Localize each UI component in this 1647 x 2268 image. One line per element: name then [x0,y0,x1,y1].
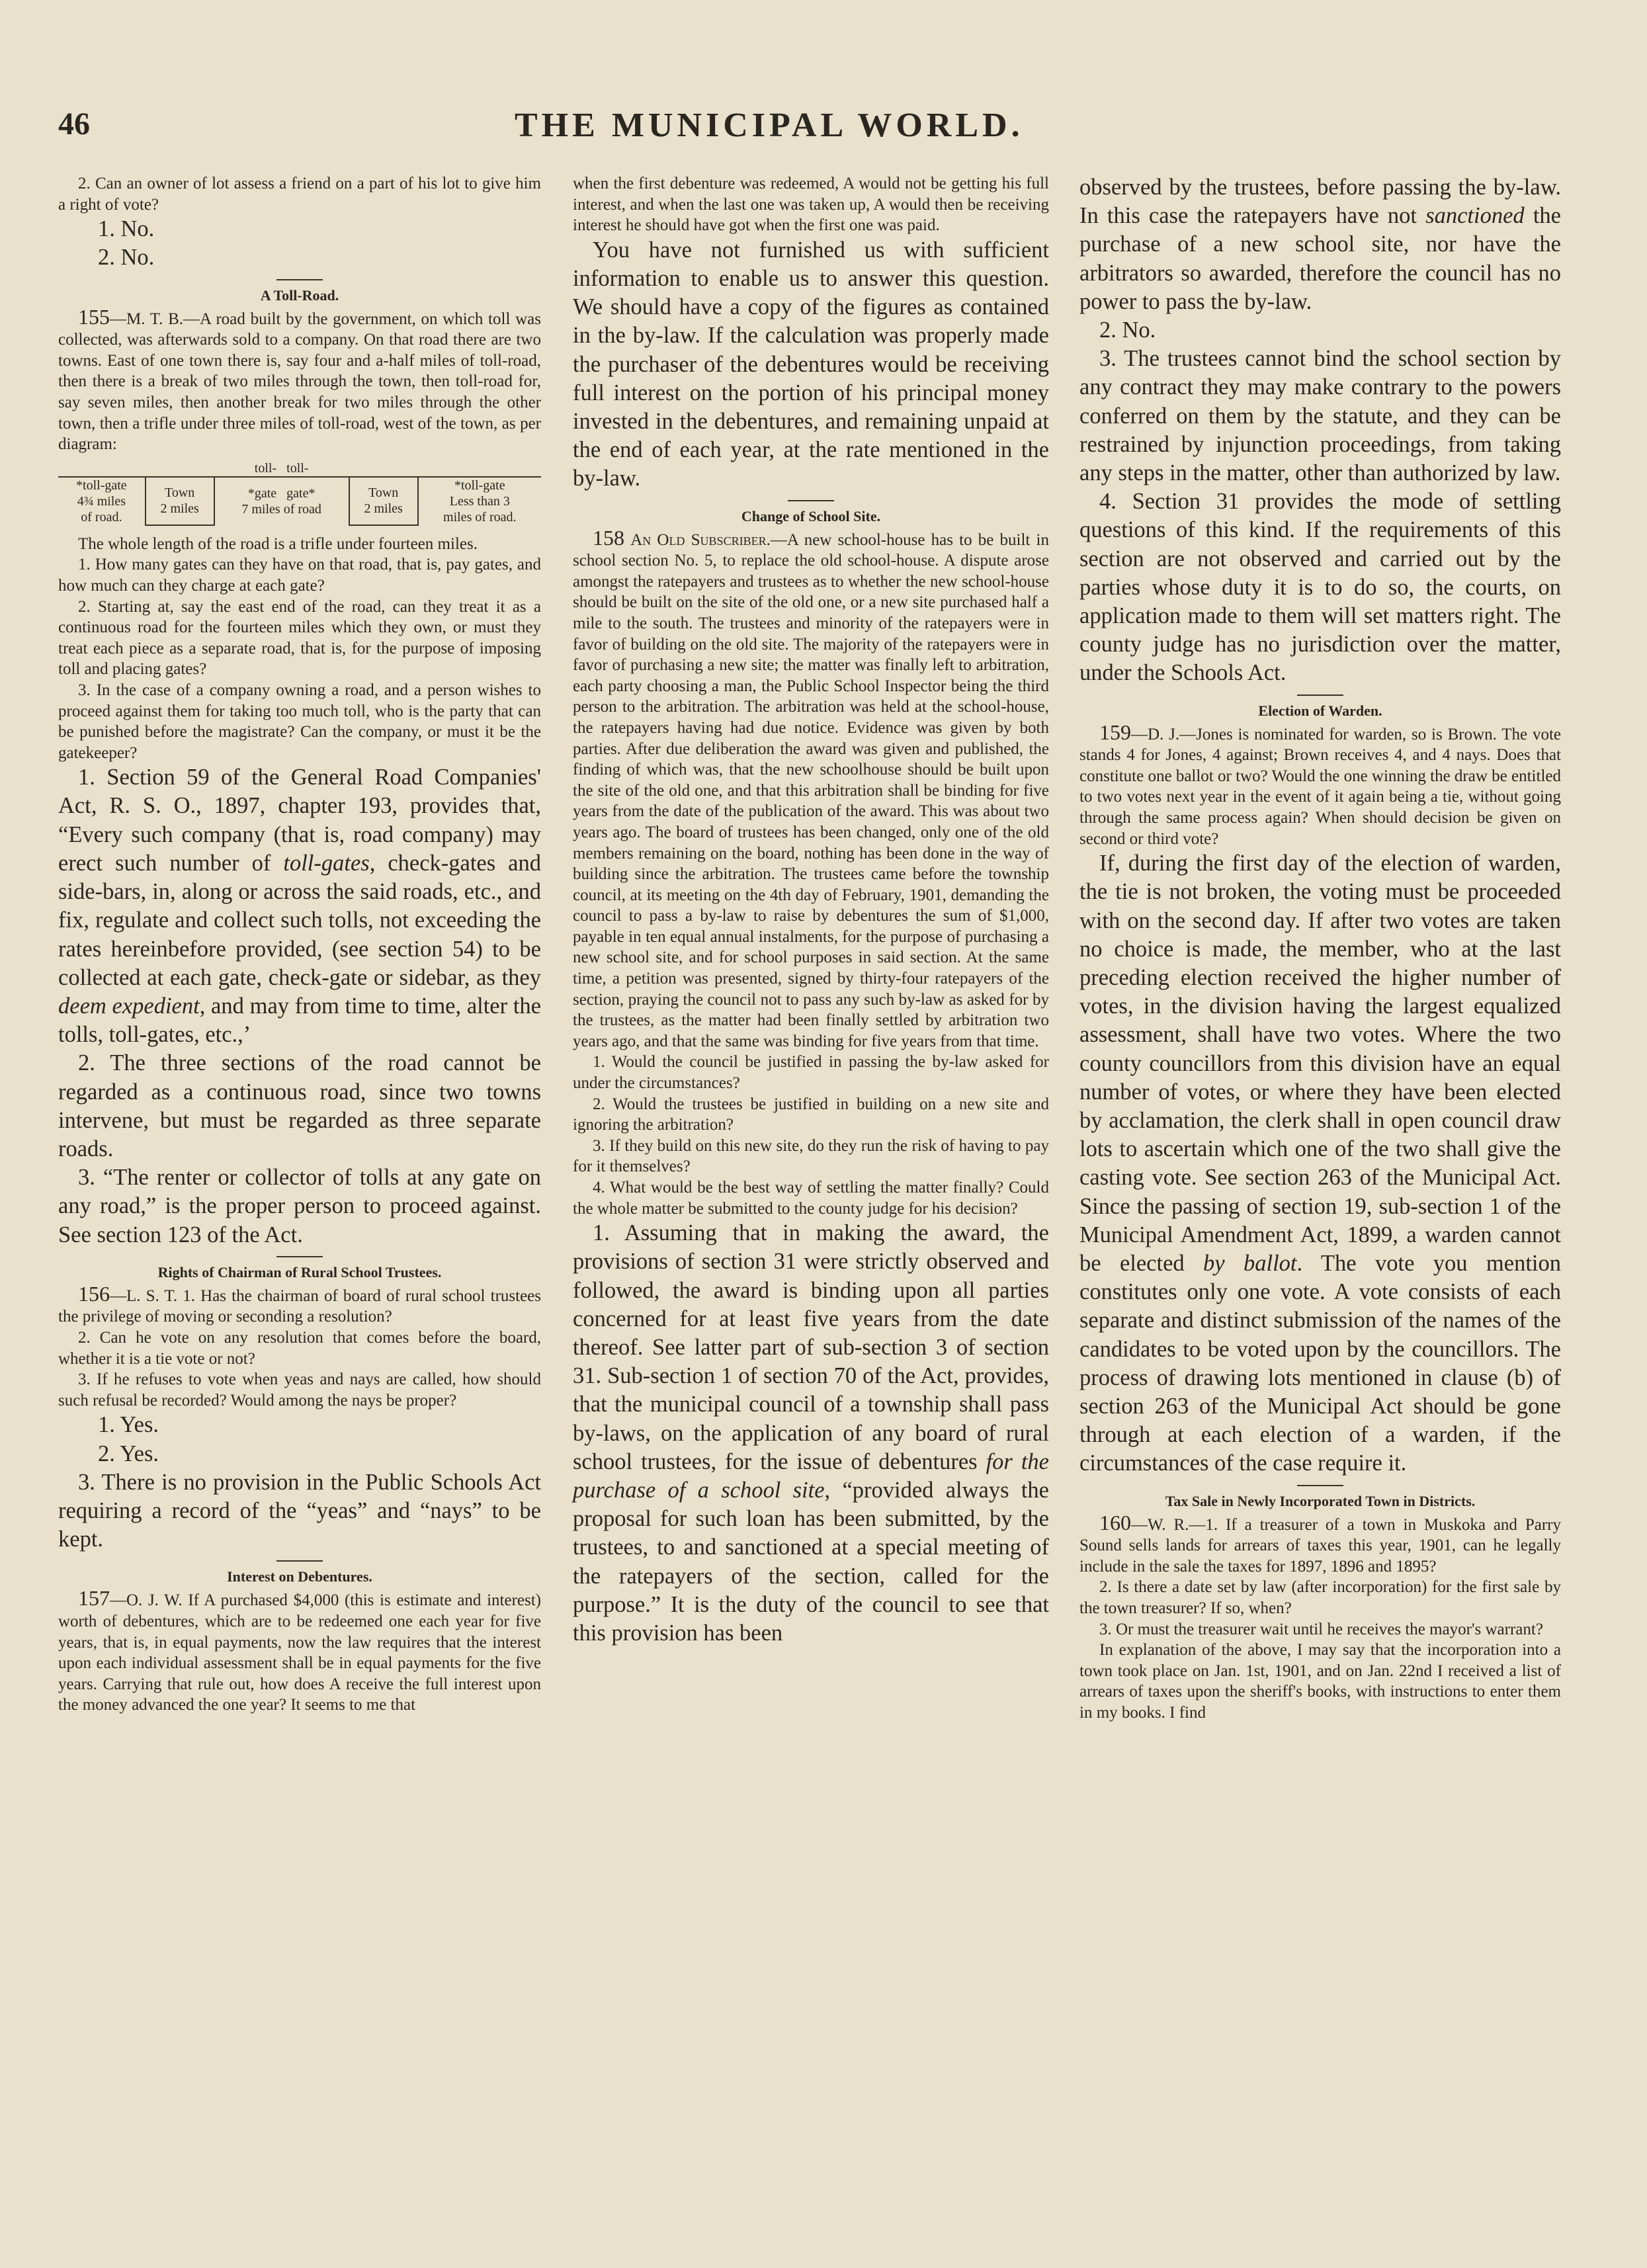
column-middle [573,173,1049,1648]
divider [788,500,834,501]
question: 1. How many gates can they have on that road, that is, pay gates, and how much can they charge at each gate? [58,556,541,595]
answer: If, during the first day of the election of warden, the tie is not broken, the voting must be proceeded with on the second day. If after two votes are taken no choice is made, the member, who at the last preceding election received the higher number of votes, in the division having the largest equalized assessment, shall have two votes. Where the two county councillors from this division have an equal number of votes, or where they have been elected by acclamation, the clerk shall in open council draw lots to ascertain which one of the two shall give the casting vote. See section 263 of the Municipal Act. Since the passing of section 19, sub-section 1 of the Municipal Amendment Act, 1899, a warden cannot be elected by ballot. The vote you mention constitutes only one vote. A vote consists of each separate and distinct submission of the names of the candidates to be voted upon by the councillors. The process of drawing lots mentioned in clause (b) of section 263 of the Municipal Act should be gone through at each election of a warden, if the circumstances of the case require it. [1079,851,1562,1476]
question: 157—O. J. W. If A purchased $4,000 (this is estimate and interest) worth of debentures, which are to be redeemed one each year for five years, that is, in equal payments, now the law requires that the interest upon each individual assessment shall be in equal payments for the five years. Carrying that rule out, how does A receive the full interest upon the money advanced the one year? It seems to me that [58,1586,541,1714]
section-heading: A Toll-Road. [260,286,339,304]
divider [276,279,323,280]
question-number: 160 [1099,1510,1131,1534]
question: 3. If he refuses to vote when yeas and nays are called, how should such refusal be recorded? Would among the nays be proper? [58,1370,541,1409]
diagram-label: toll- toll- [254,460,309,476]
question: 1. Would the council be justified in passing the by-law asked for under the circumstances? [573,1053,1049,1093]
question: 2. Is there a date set by law (after incorporation) for the first sale by the town treasurer? If so, when? [1079,1578,1561,1618]
question-number: 155 [78,304,110,329]
question: 158 An Old Subscriber.—A new school-house has to be built in school section No. 5, to replace the old school-house. A dispute arose amongst the ratepayers and trustees as to whether the new school-house should be built on the site of the old one, or a new site purchased half a mile to the south. The trustees and minority of the ratepayers were in favor of building on the old site. The majority of the ratepayers were in favor of purchasing a new site; the matter was finally left to arbitration, each party choosing a man, the Public School Inspector being the third person to the arbitration. The arbitration was held at the school-house, the ratepayers having had due notice. Evidence was given by both parties. After due deliberation the award was given and published, the finding of which was, that the new schoolhouse should be built upon the site of the old one, and that this arbitration shall be binding for five years from the date of the publication of the award. This was about two years ago. The board of trustees has been changed, only one of the old members remaining on the board, nothing has been done in the way of building since the arbitration. The trustees came before the township council, at its meeting on the 4th day of February, 1901, demanding the council to pass a by-law to raise by debentures the sum of $1,000, payable in ten equal annual instalments, for the purpose of purchasing a new school site, and for school purposes in said section. At the same time, a petition was presented, signed by thirty-four ratepayers of the section, praying the council not to pass any such by-law as asked for by the trustees, as the matter had been finally settled by arbitration two years ago, and that the same was binding for five years from that time. [573,525,1049,1050]
diagram-cell: *toll-gate 4¾ miles of road. [76,478,127,525]
paragraph: In explanation of the above, I may say that the incorporation into a town took place on Jan. 1st, 1901, and on Jan. 22nd I received a list of arrears of taxes upon the sheriff's books, with instructions to enter them in my books. I find [1079,1641,1561,1722]
answer: 2. Yes. [98,1441,159,1466]
answer: 1. No. [98,216,155,242]
answer: 1. Section 59 of the General Road Companies' Act, R. S. O., 1897, chapter 193, provides that, “Every such company (that is, road company) may erect such number of toll-gates, check-gates and side-bars, in, along or across the said roads, etc., and fix, regulate and collect such tolls, not exceeding the rates hereinbefore provided, (see section 54) to be collected at each gate, check-gate or sidebar, as they deem expedient, and may from time to time, alter the tolls, toll-gates, etc.,’ [58,765,541,1048]
diagram-cell: *gate gate* 7 miles of road [241,485,321,517]
divider [1297,1485,1343,1486]
section-heading: Election of Warden. [1258,702,1382,719]
question-number: 156 [78,1281,110,1306]
answer: 1. Assuming that in making the award, the provisions of section 31 were strictly observed and followed, the award is binding upon all parties concerned for at least five years from the date thereof. See latter part of sub-section 3 of section 31. Sub-section 1 of section 70 of the Act, provides, that the municipal council of a township shall pass by-laws, on the application of any board of rural school trustees, for the issue of debentures for the purchase of a school site, “provided always the proposal for such loan has been submitted, by the trustees, to and sanctioned at a special meeting of the ratepayers of the section, called for the purpose.” It is the duty of the council to see that this provision has been [573,1220,1049,1646]
answer: 2. No. [1099,317,1156,343]
section-heading: Rights of Chairman of Rural School Trustees. [157,1263,442,1281]
question: 2. Would the trustees be justified in building on a new site and ignoring the arbitration? [573,1095,1049,1134]
section-heading: Change of School Site. [741,507,881,525]
answer: 1. Yes. [98,1412,159,1438]
page-header [58,106,1580,152]
question-text: —M. T. B.—A road built by the government, on which toll was collected, was afterwards sold to a company. On that road there are two towns. East of one town there is, say four and a-half miles of toll-road, then there is a break of two miles through the town, then toll-road for, say seven miles, then another break for two miles through the other town, then a trifle under three miles of toll-road, west of the town, as per diagram: [58,310,541,454]
answer: 2. No. [98,245,155,271]
column-left [58,173,541,1716]
question: 2. Starting at, say the east end of the road, can they treat it as a continuous road for the fourteen miles which they own, or must they treat each piece as a separate road, that is, for the purpose of imposing toll and placing gates? [58,597,541,679]
diagram-town-box: Town 2 miles [349,477,418,525]
question: 156—L. S. T. 1. Has the chairman of board of rural school trustees the privilege of moving or seconding a resolution? [58,1281,541,1326]
answer: 2. The three sections of the road cannot be regarded as a continuous road, since two towns intervene, but must be regarded as three separate roads. [58,1050,541,1161]
question [58,304,541,455]
section-heading: Interest on Debentures. [227,1568,372,1585]
question: 159—D. J.—Jones is nominated for warden, so is Brown. The vote stands 4 for Jones, 4 against; Brown receives 4, and 4 nays. Does that constitute one ballot or two? Would the one winning the draw be entitled to two votes next year in the event of it again being a tie, without going through the same process again? When should decision be given on second or third vote? [1079,720,1561,848]
divider [276,1560,323,1562]
answer: observed by the trustees, before passing the by-law. In this case the ratepayers have not sanctioned the purchase of a new school site, nor have the arbitrators so awarded, therefore the council has no power to pass the by-law. [1079,175,1561,314]
paragraph: The whole length of the road is a trifle under fourteen miles. [78,534,478,553]
column-right [1079,173,1561,1724]
publication-title: THE MUNICIPAL WORLD. [515,106,1024,144]
question: 160—W. R.—1. If a treasurer of a town in Muskoka and Parry Sound sells lands for arrears of taxes this year, 1901, can he legally include in the sale the taxes for 1897, 1896 and 1895? [1079,1510,1561,1575]
divider [276,1256,323,1257]
question: 4. What would be the best way of settling the matter finally? Could the whole matter be submitted to the county judge for his decision? [573,1179,1049,1218]
question-number: 158 [593,525,624,550]
question: 2. Can he vote on any resolution that comes before the board, whether it is a tie vote or not? [58,1328,541,1368]
diagram-cell: *toll-gate Less than 3 miles of road. [443,478,517,525]
answer: You have not furnished us with sufficient information to enable us to answer this question. We should have a copy of the figures as contained in the by-law. If the calculation was properly made the purchaser of the debentures would be receiving full interest on the portion of his principal money invested in the debentures, and remaining unpaid at the end of each year, at the rate mentioned in the by-law. [573,237,1049,491]
question-number: 159 [1099,720,1131,744]
paragraph: when the first debenture was redeemed, A would not be getting his full interest, and when the last one was taken up, A would then be receiving interest he should have got when the first one was paid. [573,175,1049,235]
paragraph: 2. Can an owner of lot assess a friend on a part of his lot to give him a right of vote? [58,175,541,214]
diagram-town-box: Town 2 miles [146,477,214,525]
question: 3. If they build on this new site, do they run the risk of having to pay for it themselves? [573,1136,1049,1176]
question: 3. In the case of a company owning a road, and a person wishes to proceed against them for taking too much toll, who is the party that can be punished before the magistrate? Can the company, or must it be the gatekeeper? [58,681,541,762]
answer: 3. The trustees cannot bind the school section by any contract they may make contrary to the powers conferred on them by the statute, and they can be restrained by injunction proceedings, from taking any steps in the matter, other than authorized by law. [1079,346,1561,486]
answer: 4. Section 31 provides the mode of settling questions of this kind. If the requirements of this section are not observed and carried out by the parties whose duty it is to do so, the courts, on application made to them will set matters right. The county judge has no jurisdiction over the matter, under the Schools Act. [1079,489,1561,686]
divider [1297,694,1343,696]
section-heading: Tax Sale in Newly Incorporated Town in Districts. [1165,1492,1476,1509]
toll-road-diagram [58,460,541,526]
page-number: 46 [58,106,90,142]
answer: 3. There is no provision in the Public Schools Act requiring a record of the “yeas” and “nays” to be kept. [58,1469,541,1552]
answer: 3. “The renter or collector of tolls at any gate on any road,” is the proper person to proceed against. See section 123 of the Act. [58,1165,541,1247]
question: 3. Or must the treasurer wait until he receives the mayor's warrant? [1099,1620,1543,1638]
question-number: 157 [78,1586,110,1611]
